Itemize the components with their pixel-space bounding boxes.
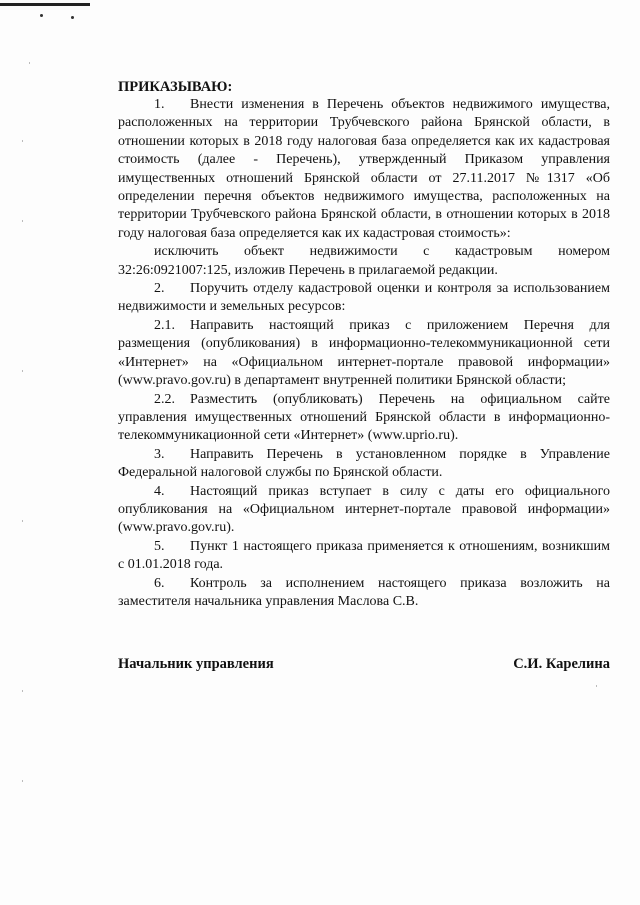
order-item [118, 446, 610, 483]
margin-mark [596, 685, 597, 687]
item-number: 1. [154, 97, 165, 112]
item-number: 6. [154, 575, 165, 591]
item-text: Внести изменения в Перечень объектов недвижимого имущества, расположенных на территории Трубчевского района Брянской области, в отношении которых в 2018 году налоговая база определяется как их кадастровая стоимость (далее - Перечень), утвержденный Приказом управления имущественных отношений Брянской области от 27.11.2017 №1317 «Об определении перечня объектов недвижимого имущества, расположенных на территории Трубчевского района Брянской области, в отношении которых в 2018 году налоговая база определяется как их кадастровая стоимость»: [118, 97, 610, 241]
margin-mark [22, 520, 23, 522]
margin-mark [22, 220, 23, 222]
signatory-name: С.И. Карелина [513, 656, 610, 672]
item-number: 2. [154, 281, 165, 297]
order-item [118, 243, 610, 280]
item-number: 5. [154, 538, 165, 554]
order-item [118, 317, 610, 391]
item-text: Разместить (опубликовать) Перечень на официальном сайте управления имущественных отношений Брянской области в информационно-телекоммуникационной сети «Интернет» (www.uprio.ru). [118, 391, 610, 444]
item-text: Настоящий приказ вступает в силу с даты его официального опубликования на «Официальном интернет-портале правовой информации» (www.pravo.gov.ru). [118, 483, 610, 536]
order-item [118, 538, 610, 575]
item-text: Направить настоящий приказ с приложением Перечня для размещения (опубликования) в информационно-телекоммуникационной сети «Интернет» на «Официальном интернет-портале правовой информации» (www.pravo.gov.ru) в департамент внутренней политики Брянской области; [118, 317, 610, 389]
order-item [118, 483, 610, 538]
signatory-title: Начальник управления [118, 656, 274, 672]
document-body [118, 78, 610, 611]
margin-mark [22, 370, 23, 372]
item-number: 2.2. [154, 391, 175, 407]
item-text: Направить Перечень в установленном порядке в Управление Федеральной налоговой службы по Брянской области. [118, 446, 610, 481]
scan-artifact-dot [71, 16, 74, 19]
scan-artifact-dot [40, 14, 43, 17]
margin-mark [22, 690, 23, 692]
margin-mark [29, 62, 30, 64]
item-text: исключить объект недвижимости с кадастровым номером 32:26:0921007:125, изложив Перечень в прилагаемой редакции. [118, 244, 610, 278]
order-item [118, 280, 610, 317]
margin-mark [22, 780, 23, 782]
order-heading: ПРИКАЗЫВАЮ: [118, 79, 233, 95]
order-item [118, 391, 610, 446]
item-number: 2.1. [154, 317, 175, 333]
order-item [118, 96, 610, 243]
item-text: Поручить отделу кадастровой оценки и контроля за использованием недвижимости и земельных ресурсов: [118, 281, 610, 315]
margin-mark [22, 140, 23, 142]
scan-artifact-line [0, 3, 90, 6]
item-text: Контроль за исполнением настоящего приказа возложить на заместителя начальника управления Маслова С.В. [118, 575, 610, 609]
item-number: 4. [154, 483, 165, 499]
item-number: 3. [154, 446, 165, 462]
order-item [118, 575, 610, 612]
item-text: Пункт 1 настоящего приказа применяется к отношениям, возникшим с 01.01.2018 года. [118, 538, 610, 573]
